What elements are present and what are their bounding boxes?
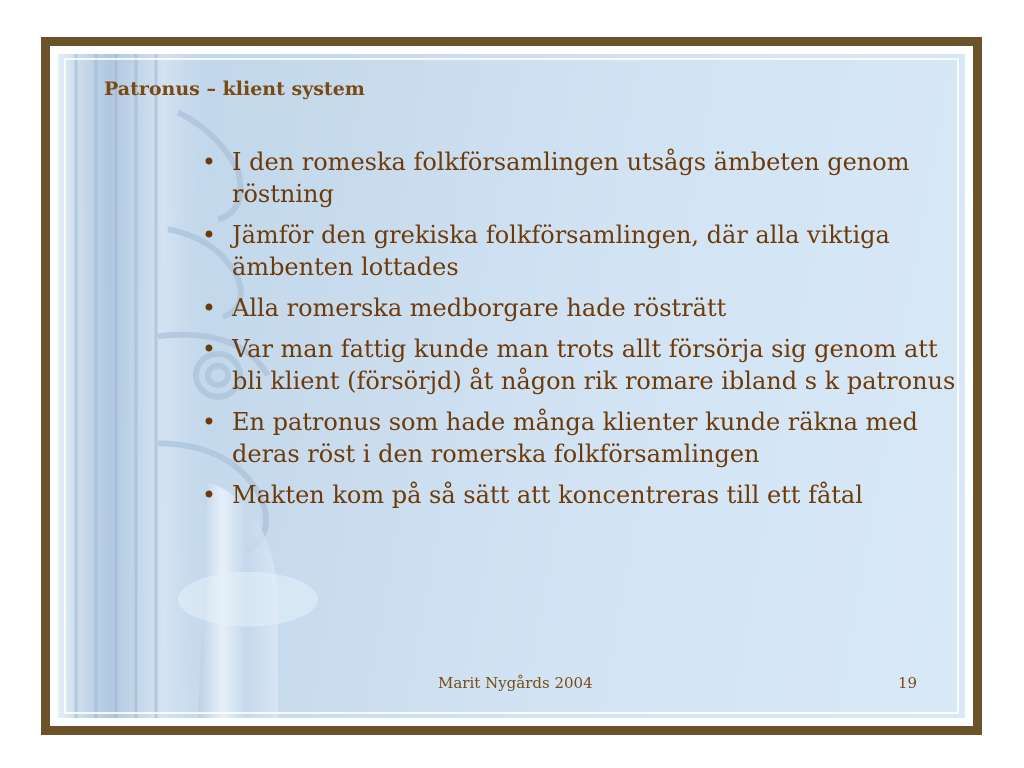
footer-author: Marit Nygårds 2004: [438, 674, 593, 692]
bullet-icon: •: [201, 335, 217, 363]
slide-title: Patronus – klient system: [104, 78, 365, 100]
bullet-icon: •: [201, 221, 217, 249]
bullet-icon: •: [201, 481, 217, 509]
bullet-list: [198, 146, 965, 520]
slide: [58, 54, 965, 718]
bullet-item: • Makten kom på så sätt att koncentreras till ett fåtal: [198, 479, 965, 511]
bullet-icon: •: [201, 408, 217, 436]
bullet-item: • I den romeska folkförsamlingen utsågs ämbeten genom röstning: [198, 146, 965, 210]
bullet-item: • Jämför den grekiska folkförsamlingen, där alla viktiga ämbenten lottades: [198, 219, 965, 283]
bullet-item: • Alla romerska medborgare hade rösträtt: [198, 292, 965, 324]
bullet-item: • Var man fattig kunde man trots allt försörja sig genom att bli klient (försörjd) åt någon rik romare ibland s k patronus: [198, 333, 965, 397]
slide-number: 19: [898, 674, 918, 692]
bullet-item: • En patronus som hade många klienter kunde räkna med deras röst i den romerska folkförsamlingen: [198, 406, 965, 470]
bullet-icon: •: [201, 148, 217, 176]
slide-frame: [41, 37, 982, 735]
bullet-icon: •: [201, 294, 217, 322]
